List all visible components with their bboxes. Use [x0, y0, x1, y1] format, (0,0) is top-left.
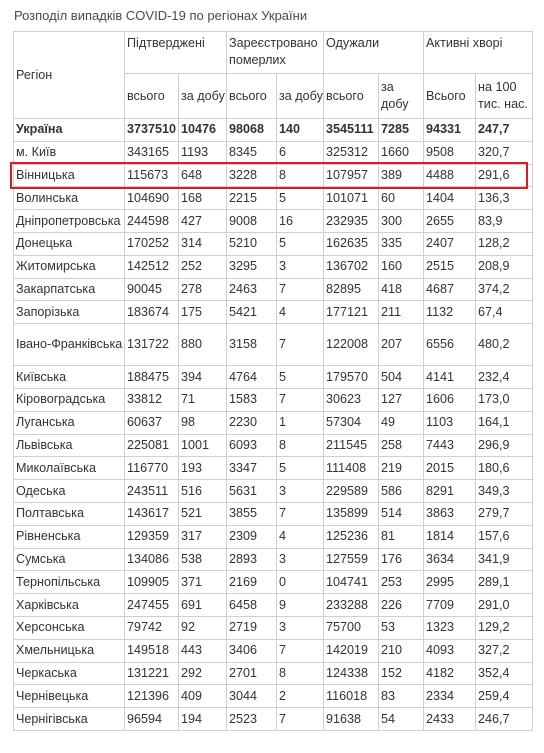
cell-confirmed-per-day: 1001 [179, 434, 227, 457]
cell-active-total: 1323 [424, 616, 476, 639]
cell-active-total: 1606 [424, 388, 476, 411]
cell-recovered-total: 136702 [324, 255, 379, 278]
cell-deaths-total: 2701 [227, 662, 277, 685]
cell-recovered-per-day: 7285 [379, 119, 424, 142]
cell-confirmed-per-day: 443 [179, 639, 227, 662]
header-confirmed-total: всього [125, 74, 179, 119]
cell-deaths-total: 5210 [227, 232, 277, 255]
cell-active-per-100k: 67,4 [476, 301, 533, 324]
cell-confirmed-total: 243511 [125, 480, 179, 503]
cell-active-per-100k: 247,7 [476, 119, 533, 142]
cell-confirmed-total: 96594 [125, 708, 179, 731]
table-row [14, 685, 533, 708]
cell-active-total: 4687 [424, 278, 476, 301]
cell-deaths-total: 5631 [227, 480, 277, 503]
cell-deaths-total: 5421 [227, 301, 277, 324]
cell-recovered-total: 107957 [324, 164, 379, 187]
cell-active-total: 2995 [424, 571, 476, 594]
cell-recovered-total: 101071 [324, 187, 379, 210]
table-row [14, 662, 533, 685]
cell-region: Житомирська [14, 255, 125, 278]
cell-recovered-total: 135899 [324, 502, 379, 525]
cell-region: Полтавська [14, 502, 125, 525]
cell-deaths-per-day: 5 [277, 366, 324, 389]
cell-recovered-total: 122008 [324, 324, 379, 366]
cell-deaths-per-day: 3 [277, 480, 324, 503]
cell-active-per-100k: 83,9 [476, 210, 533, 233]
cell-active-per-100k: 164,1 [476, 411, 533, 434]
table-body [14, 119, 533, 731]
table-row [14, 525, 533, 548]
cell-recovered-total: 179570 [324, 366, 379, 389]
cell-active-per-100k: 289,1 [476, 571, 533, 594]
cell-region: Рівненська [14, 525, 125, 548]
cell-recovered-per-day: 54 [379, 708, 424, 731]
cell-active-per-100k: 136,3 [476, 187, 533, 210]
cell-confirmed-per-day: 278 [179, 278, 227, 301]
cell-deaths-total: 3347 [227, 457, 277, 480]
table-row [14, 411, 533, 434]
cell-confirmed-per-day: 10476 [179, 119, 227, 142]
cell-recovered-total: 162635 [324, 232, 379, 255]
table-row [14, 639, 533, 662]
cell-confirmed-per-day: 371 [179, 571, 227, 594]
cell-confirmed-total: 143617 [125, 502, 179, 525]
cell-region: Луганська [14, 411, 125, 434]
cell-deaths-per-day: 3 [277, 255, 324, 278]
cell-deaths-per-day: 9 [277, 594, 324, 617]
table-row [14, 708, 533, 731]
cell-recovered-per-day: 83 [379, 685, 424, 708]
cell-region: Львівська [14, 434, 125, 457]
table-row [14, 366, 533, 389]
header-confirmed: Підтверджені [125, 32, 227, 74]
cell-recovered-per-day: 586 [379, 480, 424, 503]
cell-recovered-total: 127559 [324, 548, 379, 571]
cell-confirmed-total: 116770 [125, 457, 179, 480]
cell-active-per-100k: 352,4 [476, 662, 533, 685]
header-active-total: Всього [424, 74, 476, 119]
page-title: Розподіл випадків COVID-19 по регіонах України [14, 8, 308, 23]
cell-active-total: 4141 [424, 366, 476, 389]
cell-confirmed-per-day: 538 [179, 548, 227, 571]
cell-region: Черкаська [14, 662, 125, 685]
cell-recovered-per-day: 418 [379, 278, 424, 301]
cell-active-per-100k: 279,7 [476, 502, 533, 525]
table-row [14, 434, 533, 457]
cell-active-total: 3634 [424, 548, 476, 571]
cell-deaths-per-day: 7 [277, 708, 324, 731]
cell-active-total: 94331 [424, 119, 476, 142]
cell-confirmed-per-day: 194 [179, 708, 227, 731]
cell-recovered-total: 211545 [324, 434, 379, 457]
cell-region: Вінницька [14, 164, 125, 187]
cell-active-total: 7709 [424, 594, 476, 617]
cell-active-total: 8291 [424, 480, 476, 503]
cell-active-per-100k: 246,7 [476, 708, 533, 731]
cell-confirmed-total: 109905 [125, 571, 179, 594]
table-row [14, 324, 533, 366]
cell-deaths-total: 3044 [227, 685, 277, 708]
cell-deaths-per-day: 1 [277, 411, 324, 434]
cell-region: Миколаївська [14, 457, 125, 480]
cell-region: Хмельницька [14, 639, 125, 662]
cell-active-per-100k: 232,4 [476, 366, 533, 389]
cell-recovered-per-day: 207 [379, 324, 424, 366]
cell-active-per-100k: 157,6 [476, 525, 533, 548]
covid-regions-table [13, 31, 533, 731]
cell-confirmed-per-day: 648 [179, 164, 227, 187]
cell-confirmed-per-day: 71 [179, 388, 227, 411]
cell-active-total: 2515 [424, 255, 476, 278]
cell-region: Чернігівська [14, 708, 125, 731]
cell-region: Дніпропетровська [14, 210, 125, 233]
cell-active-per-100k: 349,3 [476, 480, 533, 503]
cell-deaths-total: 1583 [227, 388, 277, 411]
cell-deaths-total: 3228 [227, 164, 277, 187]
cell-recovered-total: 91638 [324, 708, 379, 731]
cell-recovered-per-day: 300 [379, 210, 424, 233]
cell-confirmed-per-day: 314 [179, 232, 227, 255]
cell-active-total: 1132 [424, 301, 476, 324]
cell-recovered-per-day: 53 [379, 616, 424, 639]
cell-active-total: 4488 [424, 164, 476, 187]
cell-confirmed-per-day: 880 [179, 324, 227, 366]
cell-recovered-total: 30623 [324, 388, 379, 411]
cell-confirmed-per-day: 394 [179, 366, 227, 389]
cell-confirmed-per-day: 1193 [179, 141, 227, 164]
header-deaths-per-day: за добу [277, 74, 324, 119]
cell-deaths-total: 2893 [227, 548, 277, 571]
cell-confirmed-total: 131221 [125, 662, 179, 685]
table-row [14, 232, 533, 255]
cell-active-per-100k: 208,9 [476, 255, 533, 278]
cell-deaths-per-day: 3 [277, 616, 324, 639]
cell-region: Одеська [14, 480, 125, 503]
cell-recovered-per-day: 514 [379, 502, 424, 525]
cell-confirmed-per-day: 252 [179, 255, 227, 278]
cell-recovered-per-day: 60 [379, 187, 424, 210]
header-confirmed-per-day: за добу [179, 74, 227, 119]
cell-deaths-per-day: 5 [277, 457, 324, 480]
cell-recovered-per-day: 258 [379, 434, 424, 457]
table-row [14, 164, 533, 187]
cell-deaths-total: 2230 [227, 411, 277, 434]
cell-active-total: 2407 [424, 232, 476, 255]
cell-active-total: 2015 [424, 457, 476, 480]
cell-recovered-total: 177121 [324, 301, 379, 324]
cell-region: Україна [14, 119, 125, 142]
cell-recovered-total: 82895 [324, 278, 379, 301]
cell-deaths-total: 2523 [227, 708, 277, 731]
table-row [14, 388, 533, 411]
cell-active-per-100k: 129,2 [476, 616, 533, 639]
cell-region: Кіровоградська [14, 388, 125, 411]
cell-active-total: 6556 [424, 324, 476, 366]
cell-confirmed-total: 244598 [125, 210, 179, 233]
cell-active-total: 7443 [424, 434, 476, 457]
cell-deaths-total: 4764 [227, 366, 277, 389]
cell-active-total: 1404 [424, 187, 476, 210]
cell-active-per-100k: 374,2 [476, 278, 533, 301]
cell-confirmed-per-day: 516 [179, 480, 227, 503]
table-row [14, 255, 533, 278]
cell-region: Волинська [14, 187, 125, 210]
cell-confirmed-total: 183674 [125, 301, 179, 324]
table-row [14, 210, 533, 233]
cell-deaths-per-day: 3 [277, 548, 324, 571]
cell-confirmed-per-day: 427 [179, 210, 227, 233]
cell-recovered-total: 233288 [324, 594, 379, 617]
cell-confirmed-per-day: 317 [179, 525, 227, 548]
cell-deaths-per-day: 0 [277, 571, 324, 594]
cell-recovered-total: 124338 [324, 662, 379, 685]
cell-confirmed-per-day: 98 [179, 411, 227, 434]
cell-deaths-total: 3406 [227, 639, 277, 662]
cell-recovered-total: 142019 [324, 639, 379, 662]
cell-region: Чернівецька [14, 685, 125, 708]
cell-active-per-100k: 296,9 [476, 434, 533, 457]
cell-deaths-total: 6093 [227, 434, 277, 457]
table-row [14, 480, 533, 503]
cell-active-per-100k: 291,6 [476, 164, 533, 187]
cell-active-per-100k: 173,0 [476, 388, 533, 411]
header-recovered-per-day: за добу [379, 74, 424, 119]
cell-confirmed-total: 134086 [125, 548, 179, 571]
cell-confirmed-per-day: 292 [179, 662, 227, 685]
cell-deaths-total: 9008 [227, 210, 277, 233]
cell-confirmed-total: 343165 [125, 141, 179, 164]
cell-region: Закарпатська [14, 278, 125, 301]
cell-deaths-per-day: 4 [277, 525, 324, 548]
cell-confirmed-per-day: 521 [179, 502, 227, 525]
cell-recovered-per-day: 81 [379, 525, 424, 548]
cell-recovered-per-day: 335 [379, 232, 424, 255]
header-active-per-100k: на 100 тис. нас. [476, 74, 533, 119]
cell-recovered-total: 125236 [324, 525, 379, 548]
table-row [14, 594, 533, 617]
cell-deaths-total: 2169 [227, 571, 277, 594]
cell-deaths-total: 2309 [227, 525, 277, 548]
cell-deaths-total: 98068 [227, 119, 277, 142]
header-deaths-total: всього [227, 74, 277, 119]
cell-deaths-per-day: 7 [277, 324, 324, 366]
cell-region: Сумська [14, 548, 125, 571]
cell-deaths-per-day: 7 [277, 388, 324, 411]
cell-confirmed-per-day: 175 [179, 301, 227, 324]
cell-deaths-per-day: 8 [277, 434, 324, 457]
cell-confirmed-total: 79742 [125, 616, 179, 639]
cell-region: Тернопільська [14, 571, 125, 594]
table-row [14, 616, 533, 639]
cell-confirmed-total: 3737510 [125, 119, 179, 142]
cell-recovered-per-day: 504 [379, 366, 424, 389]
cell-confirmed-per-day: 193 [179, 457, 227, 480]
cell-deaths-total: 3158 [227, 324, 277, 366]
cell-deaths-total: 2463 [227, 278, 277, 301]
cell-deaths-per-day: 7 [277, 278, 324, 301]
cell-confirmed-per-day: 691 [179, 594, 227, 617]
cell-active-total: 4093 [424, 639, 476, 662]
cell-region: Донецька [14, 232, 125, 255]
cell-recovered-total: 111408 [324, 457, 379, 480]
cell-recovered-per-day: 389 [379, 164, 424, 187]
cell-deaths-per-day: 8 [277, 662, 324, 685]
cell-active-per-100k: 128,2 [476, 232, 533, 255]
cell-active-total: 1103 [424, 411, 476, 434]
cell-recovered-per-day: 253 [379, 571, 424, 594]
cell-deaths-per-day: 5 [277, 232, 324, 255]
cell-deaths-total: 3295 [227, 255, 277, 278]
cell-active-total: 2433 [424, 708, 476, 731]
table-row [14, 141, 533, 164]
cell-confirmed-total: 90045 [125, 278, 179, 301]
cell-recovered-total: 57304 [324, 411, 379, 434]
cell-confirmed-total: 60637 [125, 411, 179, 434]
cell-confirmed-total: 131722 [125, 324, 179, 366]
cell-recovered-total: 116018 [324, 685, 379, 708]
cell-recovered-total: 104741 [324, 571, 379, 594]
cell-confirmed-total: 142512 [125, 255, 179, 278]
cell-deaths-total: 2719 [227, 616, 277, 639]
table-row [14, 301, 533, 324]
cell-active-per-100k: 320,7 [476, 141, 533, 164]
table-row [14, 187, 533, 210]
cell-recovered-per-day: 152 [379, 662, 424, 685]
cell-confirmed-total: 149518 [125, 639, 179, 662]
cell-confirmed-per-day: 92 [179, 616, 227, 639]
cell-confirmed-total: 33812 [125, 388, 179, 411]
cell-confirmed-total: 188475 [125, 366, 179, 389]
cell-recovered-per-day: 210 [379, 639, 424, 662]
cell-deaths-total: 8345 [227, 141, 277, 164]
table-row [14, 548, 533, 571]
table-row [14, 457, 533, 480]
cell-deaths-per-day: 7 [277, 639, 324, 662]
cell-deaths-per-day: 4 [277, 301, 324, 324]
table-row [14, 278, 533, 301]
cell-deaths-total: 3855 [227, 502, 277, 525]
cell-active-total: 1814 [424, 525, 476, 548]
cell-active-per-100k: 180,6 [476, 457, 533, 480]
cell-region: Херсонська [14, 616, 125, 639]
cell-recovered-per-day: 219 [379, 457, 424, 480]
header-recovered-total: всього [324, 74, 379, 119]
cell-recovered-per-day: 127 [379, 388, 424, 411]
table-row [14, 119, 533, 142]
cell-recovered-total: 75700 [324, 616, 379, 639]
cell-deaths-per-day: 16 [277, 210, 324, 233]
cell-confirmed-total: 104690 [125, 187, 179, 210]
cell-confirmed-total: 121396 [125, 685, 179, 708]
cell-active-per-100k: 480,2 [476, 324, 533, 366]
cell-region: Запорізька [14, 301, 125, 324]
cell-recovered-per-day: 176 [379, 548, 424, 571]
cell-active-per-100k: 327,2 [476, 639, 533, 662]
cell-recovered-per-day: 226 [379, 594, 424, 617]
cell-deaths-per-day: 7 [277, 502, 324, 525]
cell-recovered-total: 325312 [324, 141, 379, 164]
cell-recovered-per-day: 160 [379, 255, 424, 278]
header-region: Регіон [14, 32, 125, 119]
cell-active-total: 9508 [424, 141, 476, 164]
cell-deaths-per-day: 140 [277, 119, 324, 142]
cell-region: Київська [14, 366, 125, 389]
cell-confirmed-total: 225081 [125, 434, 179, 457]
cell-deaths-per-day: 6 [277, 141, 324, 164]
cell-active-total: 2334 [424, 685, 476, 708]
cell-recovered-per-day: 1660 [379, 141, 424, 164]
cell-recovered-total: 3545111 [324, 119, 379, 142]
cell-recovered-total: 232935 [324, 210, 379, 233]
cell-deaths-per-day: 5 [277, 187, 324, 210]
cell-confirmed-total: 170252 [125, 232, 179, 255]
cell-active-total: 3863 [424, 502, 476, 525]
cell-confirmed-per-day: 168 [179, 187, 227, 210]
cell-active-total: 4182 [424, 662, 476, 685]
cell-deaths-per-day: 8 [277, 164, 324, 187]
cell-confirmed-total: 115673 [125, 164, 179, 187]
cell-deaths-per-day: 2 [277, 685, 324, 708]
cell-active-per-100k: 291,0 [476, 594, 533, 617]
header-active: Активні хворі [424, 32, 533, 74]
header-recovered: Одужали [324, 32, 424, 74]
cell-confirmed-per-day: 409 [179, 685, 227, 708]
cell-active-per-100k: 341,9 [476, 548, 533, 571]
cell-active-total: 2655 [424, 210, 476, 233]
cell-confirmed-total: 247455 [125, 594, 179, 617]
table-row [14, 571, 533, 594]
cell-recovered-per-day: 211 [379, 301, 424, 324]
cell-region: м. Київ [14, 141, 125, 164]
cell-region: Івано-Франківська [14, 324, 125, 366]
cell-active-per-100k: 259,4 [476, 685, 533, 708]
cell-region: Харківська [14, 594, 125, 617]
cell-recovered-total: 229589 [324, 480, 379, 503]
cell-deaths-total: 2215 [227, 187, 277, 210]
cell-deaths-total: 6458 [227, 594, 277, 617]
cell-recovered-per-day: 49 [379, 411, 424, 434]
header-deaths: Зареєстровано померлих [227, 32, 324, 74]
cell-confirmed-total: 129359 [125, 525, 179, 548]
table-header [14, 32, 533, 119]
table-row [14, 502, 533, 525]
